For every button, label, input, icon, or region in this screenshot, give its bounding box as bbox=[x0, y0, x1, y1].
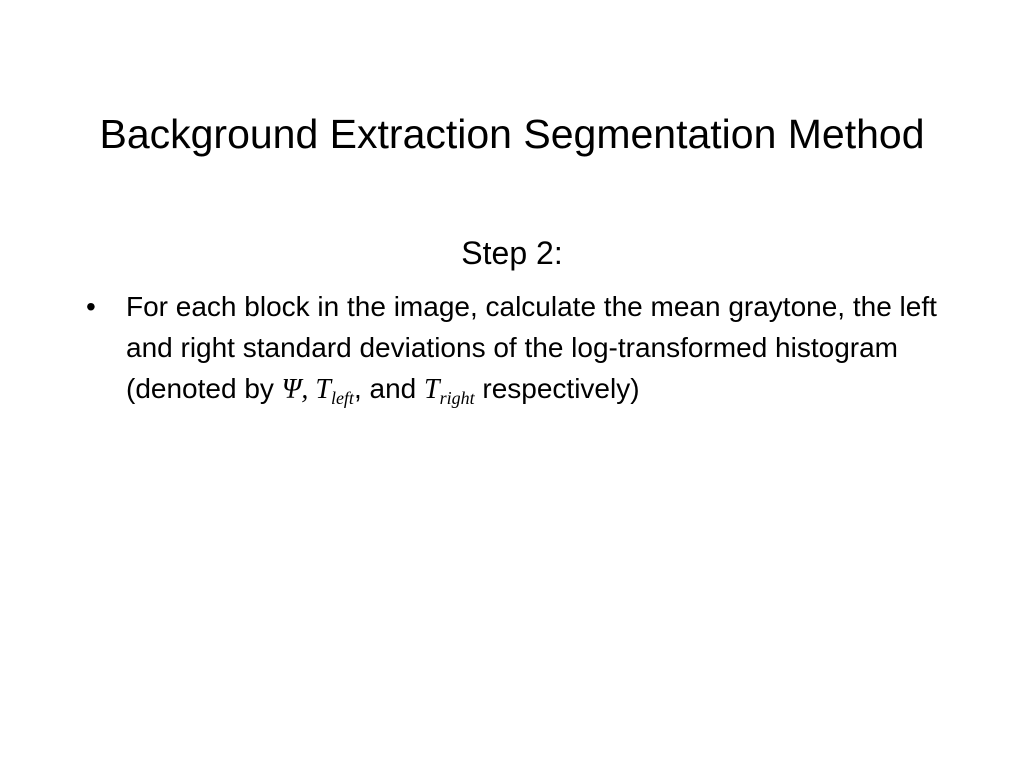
slide-subtitle: Step 2: bbox=[461, 235, 563, 271]
bullet-text-end: respectively) bbox=[474, 373, 640, 404]
t-right-base: T bbox=[424, 374, 440, 405]
math-comma: , bbox=[301, 374, 316, 405]
psi-symbol: Ψ bbox=[281, 374, 302, 405]
slide-title: Background Extraction Segmentation Method bbox=[99, 111, 925, 157]
text-and: , and bbox=[353, 373, 424, 404]
t-left-symbol bbox=[315, 374, 354, 408]
bullet-list bbox=[86, 286, 946, 410]
t-right-symbol bbox=[424, 374, 475, 408]
bullet-text-start: For each block in the image, calculate the mean graytone, the left and right standard deviations of the log-transformed histogram (denoted by bbox=[126, 291, 937, 404]
bullet-item bbox=[86, 286, 946, 410]
t-left-base: T bbox=[315, 374, 331, 405]
t-left-subscript: left bbox=[330, 388, 354, 408]
bullet-marker: • bbox=[86, 291, 96, 322]
t-right-subscript: right bbox=[439, 388, 475, 408]
